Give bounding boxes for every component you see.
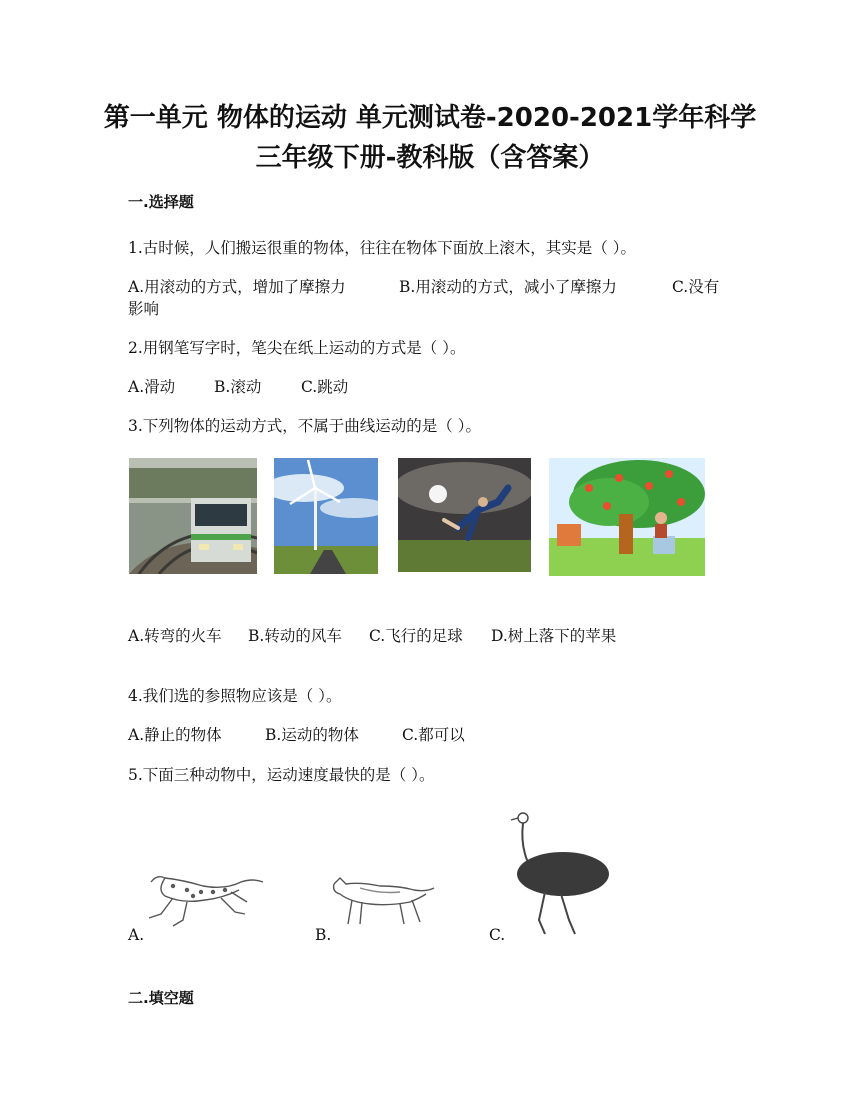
question-5-option-b: B. bbox=[315, 926, 332, 944]
question-5-option-c: C. bbox=[489, 926, 506, 944]
question-5-stem: 5.下面三种动物中，运动速度最快的是（ ）。 bbox=[128, 766, 435, 784]
question-1-option-c: C.没有 bbox=[672, 278, 720, 296]
question-1-option-a: A.用滚动的方式，增加了摩擦力 bbox=[128, 278, 346, 296]
soccer-player-image bbox=[398, 458, 531, 572]
section-heading-fill-in: 二.填空题 bbox=[128, 989, 194, 1007]
question-3-option-a: A.转弯的火车 bbox=[128, 627, 222, 645]
question-3-option-b: B.转动的风车 bbox=[248, 627, 342, 645]
question-1-option-c-continued: 影响 bbox=[128, 300, 160, 318]
apple-tree-image bbox=[549, 458, 705, 576]
document-title-line1: 第一单元 物体的运动 单元测试卷-2020-2021学年科学 bbox=[103, 103, 757, 133]
question-3-option-d: D.树上落下的苹果 bbox=[491, 627, 617, 645]
question-2-option-b: B.滚动 bbox=[214, 378, 262, 396]
question-2-stem: 2.用钢笔写字时，笔尖在纸上运动的方式是（ ）。 bbox=[128, 339, 466, 357]
cheetah-image bbox=[143, 868, 267, 930]
question-4-option-b: B.运动的物体 bbox=[265, 726, 359, 744]
question-3-stem: 3.下列物体的运动方式，不属于曲线运动的是（ ）。 bbox=[128, 417, 481, 435]
question-5-option-a: A. bbox=[128, 926, 145, 944]
question-4-stem: 4.我们选的参照物应该是（ ）。 bbox=[128, 687, 342, 705]
question-2-option-a: A.滑动 bbox=[128, 378, 176, 396]
section-heading-choice: 一.选择题 bbox=[128, 193, 194, 211]
document-title-line2: 三年级下册-教科版（含答案） bbox=[255, 143, 605, 173]
question-4-option-a: A.静止的物体 bbox=[128, 726, 222, 744]
ostrich-image bbox=[505, 810, 617, 936]
question-1-option-b: B.用滚动的方式，减小了摩擦力 bbox=[399, 278, 617, 296]
question-4-option-c: C.都可以 bbox=[402, 726, 465, 744]
wolf-image bbox=[330, 874, 438, 930]
question-3-option-c: C.飞行的足球 bbox=[369, 627, 463, 645]
question-2-option-c: C.跳动 bbox=[301, 378, 349, 396]
train-image bbox=[129, 458, 257, 574]
windmill-image bbox=[274, 458, 378, 574]
question-1-stem: 1.古时候，人们搬运很重的物体，往往在物体下面放上滚木，其实是（ ）。 bbox=[128, 239, 636, 257]
